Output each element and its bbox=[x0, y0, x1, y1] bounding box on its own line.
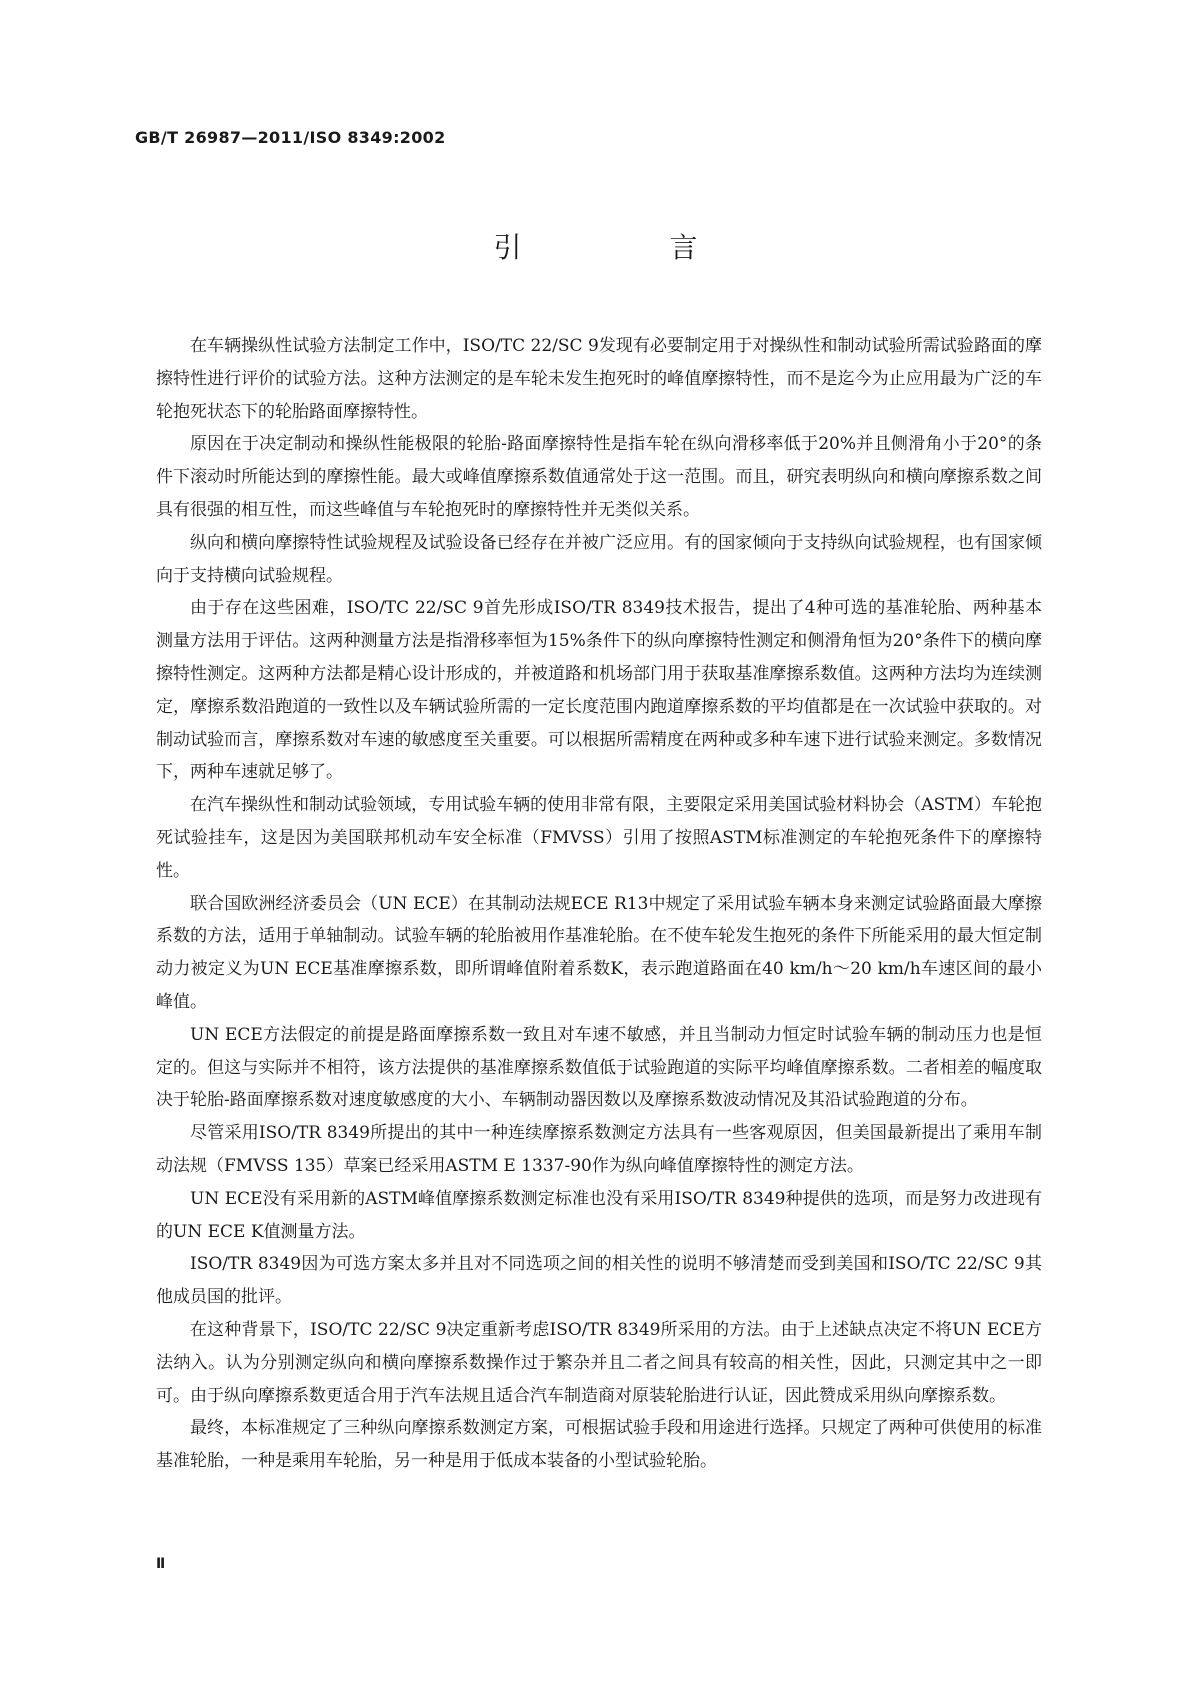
paragraph: 最终，本标准规定了三种纵向摩擦系数测定方案，可根据试验手段和用途进行选择。只规定了两种可供使用的标准基准轮胎，一种是乘用车轮胎，另一种是用于低成本装备的小型试验轮胎。 bbox=[156, 1418, 1042, 1472]
page-number: Ⅱ bbox=[156, 1556, 166, 1572]
paragraph: 由于存在这些困难，ISO/TC 22/SC 9首先形成ISO/TR 8349技术报告，提出了4种可选的基准轮胎、两种基本测量方法用于评估。这两种测量方法是指滑移率恒为15%条件下的纵向摩擦特性测定和侧滑角恒为20°条件下的横向摩擦特性测定。这两种方法都是精心设计形成的，并被道路和机场部门用于获取基准摩擦系数值。这两种方法均为连续测定，摩擦系数沿跑道的一致性以及车辆试验所需的一定长度范围内跑道摩擦系数的平均值都是在一次试验中获取的。对制动试验而言，摩擦系数对车速的敏感度至关重要。可以根据所需精度在两种或多种车速下进行试验来测定。多数情况下，两种车速就足够了。 bbox=[156, 598, 1042, 783]
introduction-body bbox=[156, 330, 1042, 1478]
paragraph: ISO/TR 8349因为可选方案太多并且对不同选项之间的相关性的说明不够清楚而受到美国和ISO/TC 22/SC 9其他成员国的批评。 bbox=[156, 1254, 1042, 1308]
standard-code-header: GB/T 26987—2011/ISO 8349:2002 bbox=[135, 128, 446, 147]
page-title: 引 言 bbox=[493, 231, 758, 264]
paragraph: 原因在于决定制动和操纵性能极限的轮胎-路面摩擦特性是指车轮在纵向滑移率低于20%并且侧滑角小于20°的条件下滚动时所能达到的摩擦性能。最大或峰值摩擦系数值通常处于这一范围。而且，研究表明纵向和横向摩擦系数之间具有很强的相互性，而这些峰值与车轮抱死时的摩擦特性并无类似关系。 bbox=[156, 434, 1042, 520]
paragraph: 纵向和横向摩擦特性试验规程及试验设备已经存在并被广泛应用。有的国家倾向于支持纵向试验规程，也有国家倾向于支持横向试验规程。 bbox=[156, 532, 1042, 586]
paragraph: 在汽车操纵性和制动试验领域，专用试验车辆的使用非常有限，主要限定采用美国试验材料协会（ASTM）车轮抱死试验挂车，这是因为美国联邦机动车安全标准（FMVSS）引用了按照ASTM标准测定的车轮抱死条件下的摩擦特性。 bbox=[156, 795, 1042, 881]
paragraph: UN ECE没有采用新的ASTM峰值摩擦系数测定标准也没有采用ISO/TR 8349种提供的选项，而是努力改进现有的UN ECE K值测量方法。 bbox=[156, 1188, 1042, 1242]
paragraph: 联合国欧洲经济委员会（UN ECE）在其制动法规ECE R13中规定了采用试验车辆本身来测定试验路面最大摩擦系数的方法，适用于单轴制动。试验车辆的轮胎被用作基准轮胎。在不使车轮发生抱死的条件下所能采用的最大恒定制动力被定义为UN ECE基准摩擦系数，即所谓峰值附着系数K，表示跑道路面在40 km/h～20 km/h车速区间的最小峰值。 bbox=[156, 893, 1042, 1012]
paragraph: UN ECE方法假定的前提是路面摩擦系数一致且对车速不敏感，并且当制动力恒定时试验车辆的制动压力也是恒定的。但这与实际并不相符，该方法提供的基准摩擦系数值低于试验跑道的实际平均峰值摩擦系数。二者相差的幅度取决于轮胎-路面摩擦系数对速度敏感度的大小、车辆制动器因数以及摩擦系数波动情况及其沿试验跑道的分布。 bbox=[156, 1024, 1042, 1111]
paragraph: 尽管采用ISO/TR 8349所提出的其中一种连续摩擦系数测定方法具有一些客观原因，但美国最新提出了乘用车制动法规（FMVSS 135）草案已经采用ASTM E 1337-90作为纵向峰值摩擦特性的测定方法。 bbox=[156, 1123, 1042, 1176]
paragraph: 在车辆操纵性试验方法制定工作中，ISO/TC 22/SC 9发现有必要制定用于对操纵性和制动试验所需试验路面的摩擦特性进行评价的试验方法。这种方法测定的是车轮未发生抱死时的峰值摩擦特性，而不是迄今为止应用最为广泛的车轮抱死状态下的轮胎路面摩擦特性。 bbox=[156, 336, 1042, 422]
paragraph: 在这种背景下，ISO/TC 22/SC 9决定重新考虑ISO/TR 8349所采用的方法。由于上述缺点决定不将UN ECE方法纳入。认为分别测定纵向和横向摩擦系数操作过于繁杂并且二者之间具有较高的相关性，因此，只测定其中之一即可。由于纵向摩擦系数更适合用于汽车法规且适合汽车制造商对原装轮胎进行认证，因此赞成采用纵向摩擦系数。 bbox=[156, 1319, 1042, 1406]
